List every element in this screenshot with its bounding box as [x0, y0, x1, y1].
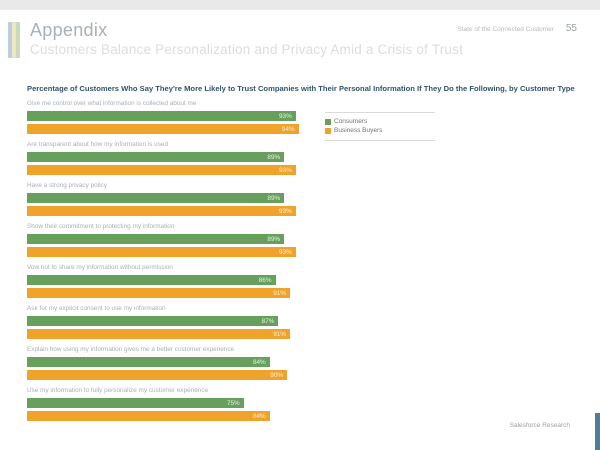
bar-consumers [27, 234, 284, 244]
bar-value-label: 84% [252, 358, 266, 366]
bar-consumers [27, 316, 278, 326]
bar-consumers [27, 275, 276, 285]
category-label: Explain how using my information gives me a better customer experience [27, 346, 235, 353]
page-title: Appendix [30, 20, 108, 40]
category-label: Have a strong privacy policy [27, 182, 107, 189]
chart-row [27, 141, 579, 175]
page-subtitle: Customers Balance Personalization and Privacy Amid a Crisis of Trust [30, 42, 464, 57]
bar-value-label: 91% [273, 330, 286, 338]
bar-value-label: 89% [267, 153, 281, 161]
category-label: Vow not to share my information without permission [27, 264, 173, 271]
chart-row [27, 264, 579, 298]
chart-row [27, 346, 579, 380]
bar-business-buyers [27, 370, 287, 380]
bar-value-label: 87% [261, 317, 275, 325]
footer-credit: Salesforce Research [509, 422, 570, 429]
bar-consumers [27, 111, 296, 121]
bar-value-label: 93% [278, 166, 292, 174]
bar-consumers [27, 357, 270, 367]
bar-business-buyers [27, 329, 290, 339]
bar-consumers [27, 152, 284, 162]
category-label: Are transparent about how my information is used [27, 141, 169, 148]
chart-title: Percentage of Customers Who Say They're More Likely to Trust Companies with Their Personal Information If They Do the Following, by Customer Type [27, 84, 575, 93]
category-label: Ask for my explicit consent to use my information [27, 305, 166, 312]
bar-value-label: 93% [278, 112, 292, 120]
chart-row [27, 223, 579, 257]
accent-stripe-green [16, 22, 20, 58]
chart-row [27, 182, 579, 216]
page-edge-accent [595, 413, 600, 450]
report-name: State of the Connected Customer [457, 26, 554, 33]
top-margin-band [0, 0, 600, 10]
bar-value-label: 91% [273, 289, 286, 297]
bar-business-buyers [27, 124, 299, 134]
bar-value-label: 89% [267, 235, 281, 243]
bar-business-buyers [27, 206, 296, 216]
chart-row [27, 305, 579, 339]
chart-row [27, 100, 579, 134]
bar-business-buyers [27, 247, 296, 257]
bar-chart [27, 100, 579, 428]
category-label: Use my information to fully personalize my customer experience [27, 387, 209, 394]
header-right [457, 23, 577, 34]
category-label: Give me control over what information is collected about me [27, 100, 197, 107]
bar-value-label: 89% [267, 194, 281, 202]
bar-value-label: 84% [252, 412, 266, 420]
legend-label: Business Buyers [334, 127, 383, 134]
bar-business-buyers [27, 165, 296, 175]
bar-business-buyers [27, 411, 270, 421]
bar-value-label: 86% [258, 276, 272, 284]
bar-consumers [27, 398, 244, 408]
bar-value-label: 90% [270, 371, 284, 379]
page-number: 55 [565, 23, 577, 34]
bar-value-label: 93% [278, 207, 292, 215]
category-label: Show their commitment to protecting my information [27, 223, 175, 230]
header-accent-stripes [8, 22, 20, 58]
chart-row [27, 387, 579, 421]
bar-consumers [27, 193, 284, 203]
bar-value-label: 94% [281, 125, 295, 133]
bar-value-label: 75% [226, 399, 240, 407]
legend-label: Consumers [334, 118, 368, 125]
bar-value-label: 93% [278, 248, 292, 256]
bar-business-buyers [27, 288, 290, 298]
